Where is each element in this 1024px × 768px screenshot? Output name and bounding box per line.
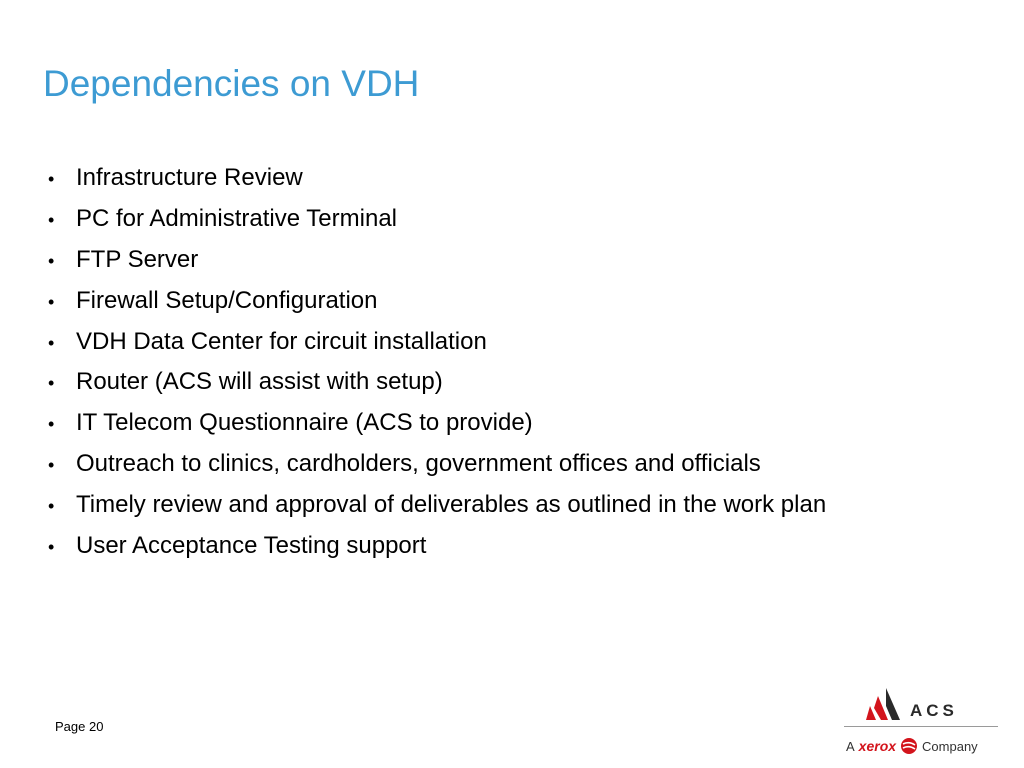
bullet-text: Firewall Setup/Configuration xyxy=(76,286,378,314)
bullet-icon: • xyxy=(48,332,55,353)
logo-tagline xyxy=(846,737,978,755)
bullet-icon: • xyxy=(48,455,55,476)
bullet-icon: • xyxy=(48,496,55,517)
bullet-item xyxy=(48,409,826,450)
acs-xerox-logo xyxy=(838,686,998,762)
bullet-list xyxy=(48,164,826,573)
bullet-icon: • xyxy=(48,414,55,435)
bullet-item xyxy=(48,246,826,287)
bullet-text: VDH Data Center for circuit installation xyxy=(76,327,487,355)
logo-brand-text: ACS xyxy=(910,701,958,720)
bullet-icon: • xyxy=(48,537,55,558)
bullet-text: FTP Server xyxy=(76,245,199,273)
tagline-prefix: A xyxy=(846,738,855,754)
bullet-text: Timely review and approval of deliverables as outlined in the work plan xyxy=(76,491,827,519)
xerox-ball-icon xyxy=(900,737,918,755)
bullet-icon: • xyxy=(48,250,55,271)
bullet-item xyxy=(48,368,826,409)
bullet-item xyxy=(48,450,826,491)
acs-mark-icon xyxy=(864,686,908,722)
bullet-item xyxy=(48,491,826,532)
page-number: Page 20 xyxy=(55,719,104,734)
bullet-item xyxy=(48,328,826,369)
logo-divider xyxy=(844,726,998,727)
bullet-item xyxy=(48,205,826,246)
bullet-icon: • xyxy=(48,373,55,394)
slide-title: Dependencies on VDH xyxy=(43,63,420,104)
bullet-item xyxy=(48,532,826,573)
bullet-item xyxy=(48,287,826,328)
bullet-text: User Acceptance Testing support xyxy=(76,532,427,560)
bullet-text: Router (ACS will assist with setup) xyxy=(76,368,443,396)
bullet-text: Infrastructure Review xyxy=(76,164,303,191)
bullet-text: Outreach to clinics, cardholders, government offices and officials xyxy=(76,450,761,478)
tagline-suffix: Company xyxy=(922,738,978,754)
bullet-text: PC for Administrative Terminal xyxy=(76,204,397,232)
bullet-item xyxy=(48,164,826,205)
bullet-icon: • xyxy=(48,291,55,312)
bullet-icon: • xyxy=(48,209,55,230)
bullet-text: IT Telecom Questionnaire (ACS to provide) xyxy=(76,409,533,437)
bullet-icon: • xyxy=(48,169,55,189)
tagline-xerox: xerox xyxy=(858,738,897,754)
